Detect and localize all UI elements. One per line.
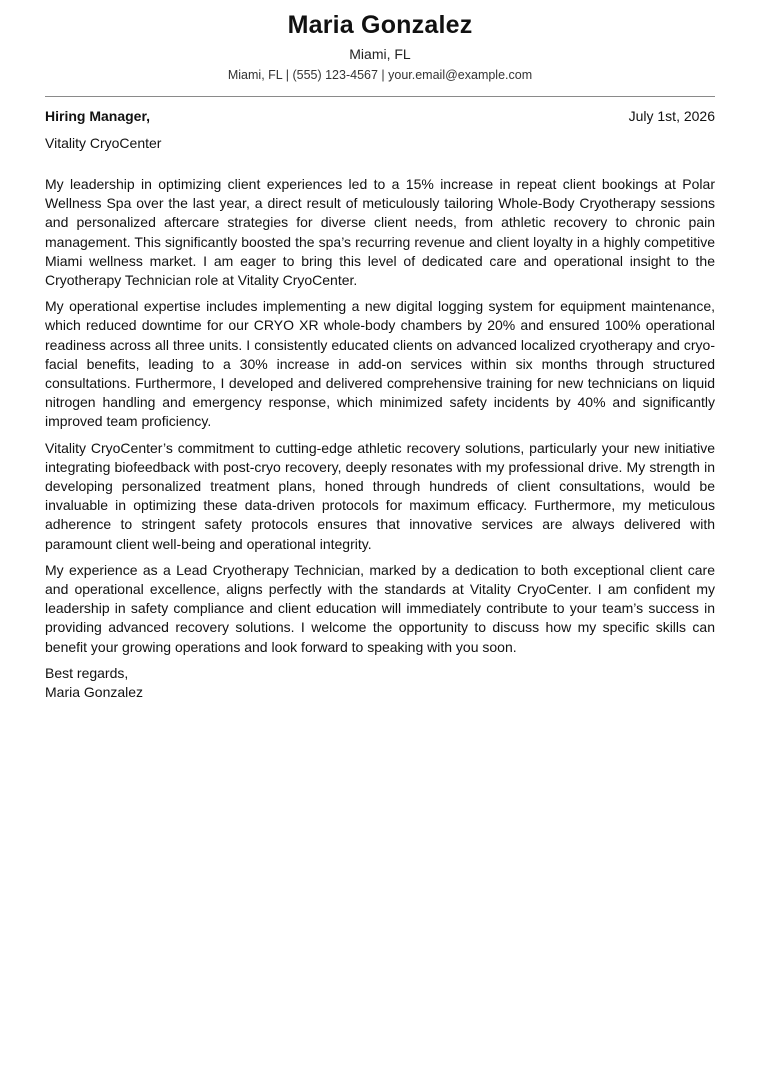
sender-location: Miami, FL <box>349 46 411 62</box>
recipient-company: Vitality CryoCenter <box>45 135 162 151</box>
recipient-salutation: Hiring Manager, <box>45 108 151 124</box>
closing-signoff: Best regards, <box>45 664 129 681</box>
sender-name: Maria Gonzalez <box>287 11 473 39</box>
letter-date: July 1st, 2026 <box>628 108 715 124</box>
header-divider <box>45 96 715 97</box>
sender-contact-line: Miami, FL | (555) 123-4567 | your.email@example.com <box>227 68 533 82</box>
body-paragraph-4: My experience as a Lead Cryotherapy Technician, marked by a dedication to both exceptional client care and operational excellence, aligns perfectly with the standards at Vitality CryoCenter. I am confident my leadership in safety compliance and client education will immediately contribute to your team’s success in providing advanced recovery solutions. I welcome the opportunity to discuss how my specific skills can benefit your growing operations and look forward to speaking with you soon. <box>45 561 715 655</box>
letter-header <box>45 0 715 83</box>
recipient-date-row <box>45 107 715 125</box>
body-paragraph-2: My operational expertise includes implementing a new digital logging system for equipment maintenance, which reduced downtime for our CRYO XR whole-body chambers by 20% and ensured 100% operational readiness across all three units. I consistently educated clients on advanced localized cryotherapy and cryo-facial benefits, leading to a 30% increase in add-on services within six months through structured consultations. Furthermore, I developed and delivered comprehensive training for new technicians on liquid nitrogen handling and emergency response, which minimized safety incidents by 40% and significantly improved team proficiency. <box>45 298 715 430</box>
closing-signature: Maria Gonzalez <box>45 684 144 701</box>
body-paragraph-1: My leadership in optimizing client experiences led to a 15% increase in repeat client bookings at Polar Wellness Spa over the last year, a direct result of meticulously tailoring Whole-Body Cryotherapy sessions and personalized aftercare strategies for diverse client needs, from athletic recovery to chronic pain management. This significantly boosted the spa’s recurring revenue and client loyalty in a highly competitive Miami wellness market. I am eager to bring this level of dedicated care and operational insight to the Cryotherapy Technician role at Vitality CryoCenter. <box>45 176 715 289</box>
letter-closing <box>45 664 715 702</box>
letter-body <box>45 175 715 657</box>
body-paragraph-3: Vitality CryoCenter’s commitment to cutting-edge athletic recovery solutions, particularly your new initiative integrating biofeedback with post-cryo recovery, deeply resonates with my professional drive. My strength in developing personalized treatment plans, honed through hundreds of client consultations, would be invaluable in optimizing these data-driven protocols for maximum efficacy. Furthermore, my meticulous adherence to stringent safety protocols ensures that innovative services are always delivered with paramount client well-being and operational integrity. <box>45 439 715 552</box>
